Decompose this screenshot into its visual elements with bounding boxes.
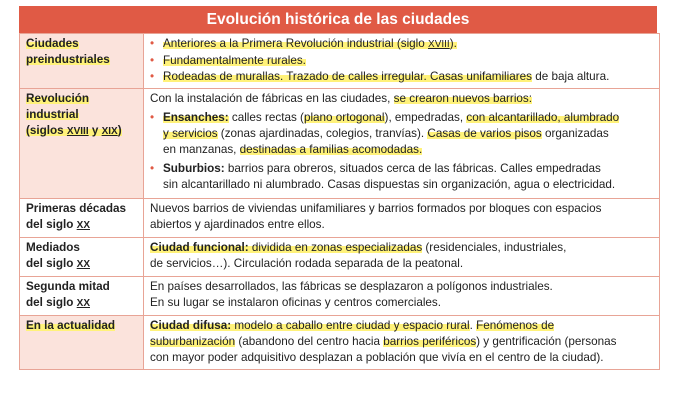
text: en manzanas, (163, 143, 240, 156)
century-numeral: XX (76, 259, 90, 270)
century-numeral: XVIII (66, 126, 89, 137)
text: Fenómenos de (476, 319, 555, 332)
label-line: Revolución (26, 92, 89, 105)
text: plano ortogonal (303, 111, 385, 124)
text: destinadas a familias acomodadas. (239, 143, 423, 156)
label-line: Segunda mitad (26, 280, 110, 293)
row-content-late-xx (144, 277, 660, 316)
row-label-industrial (20, 89, 144, 199)
text: calles rectas ( (228, 111, 304, 124)
text: se crearon nuevos barrios: (393, 92, 533, 105)
text: Con la instalación de fábricas en las ciudades, (150, 92, 394, 105)
text: ) y gentrificación (personas (476, 335, 617, 348)
text: Nuevos barrios de viviendas unifamiliares y barrios formados por bloques con espacios (150, 202, 602, 215)
term: Ciudad difusa: (150, 319, 232, 332)
row-content-industrial (144, 89, 660, 199)
text: ) (117, 124, 122, 137)
term: Ciudad funcional: (150, 241, 249, 254)
text: Casas de varios pisos (427, 127, 542, 140)
label-line: preindustriales (26, 53, 110, 66)
text: modelo a caballo entre ciudad y espacio rural (231, 319, 470, 332)
table-title: Evolución histórica de las ciudades (19, 6, 657, 33)
label-line: En la actualidad (26, 319, 115, 332)
text: Fundamentalmente rurales. (163, 54, 306, 67)
text: (residenciales, industriales, (422, 241, 567, 254)
century-numeral: XX (76, 220, 90, 231)
table-row (20, 89, 660, 199)
text: En su lugar se instalaron oficinas y centros comerciales. (150, 296, 442, 309)
row-label-preindustrial (20, 34, 144, 89)
label-line: industrial (26, 108, 79, 121)
text: barrios para obreros, situados cerca de las fábricas. Calles empedradas (224, 162, 601, 175)
row-content-preindustrial (144, 34, 660, 89)
text: ), empedradas, (384, 111, 467, 124)
table-row (20, 199, 660, 238)
row-label-today (20, 316, 144, 370)
list-item (150, 36, 653, 53)
century-numeral: XVIII (428, 39, 450, 50)
text: (zonas ajardinadas, colegios, tranvías). (217, 127, 428, 140)
table-row (20, 277, 660, 316)
intro-text (150, 91, 653, 107)
row-content-mid-xx (144, 238, 660, 277)
table-row (20, 316, 660, 370)
text: Anteriores a la Primera Revolución industrial (siglo (163, 37, 429, 50)
text: organizadas (541, 127, 609, 140)
row-content-today (144, 316, 660, 370)
text: ). (449, 37, 457, 50)
text: (siglos (26, 124, 67, 137)
history-table (19, 33, 660, 370)
table-row (20, 34, 660, 89)
text: barrios periféricos (383, 335, 477, 348)
text: Rodeadas de murallas. Trazado de calles irregular. Casas unifamiliares (163, 70, 532, 83)
list-item (150, 110, 653, 158)
table-row (20, 238, 660, 277)
row-content-early-xx (144, 199, 660, 238)
label-line: Mediados (26, 241, 80, 254)
text: dividida en zonas especializadas (248, 241, 423, 254)
text: abiertos y ajardinados entre ellos. (150, 218, 325, 231)
label-line: Primeras décadas (26, 202, 127, 215)
list-item (150, 161, 653, 193)
text: (abandono del centro hacia (235, 335, 384, 348)
row-label-mid-xx (20, 238, 144, 277)
text: sin alcantarillado ni alumbrado. Casas dispuestas sin organización, agua o electricidad. (163, 178, 616, 191)
row-label-late-xx (20, 277, 144, 316)
century-numeral: XIX (101, 126, 118, 137)
list-item (150, 69, 653, 85)
text: y servicios (163, 127, 218, 140)
list-item (150, 53, 653, 69)
history-table-container (19, 6, 657, 370)
term: Ensanches: (163, 111, 229, 124)
label-line: del siglo (26, 257, 77, 270)
text: En países desarrollados, las fábricas se desplazaron a polígonos industriales. (150, 280, 553, 293)
text: suburbanización (150, 335, 236, 348)
text: . (469, 319, 477, 332)
label-line: del siglo (26, 296, 77, 309)
text: y (88, 124, 102, 137)
label-line: Ciudades (26, 37, 79, 50)
text: con mayor poder adquisitivo desplazan a población que vivía en el centro de la ciudad). (150, 351, 604, 364)
text: de servicios…). Circulación rodada separada de la peatonal. (150, 257, 464, 270)
text: de baja altura. (532, 70, 610, 83)
label-line: del siglo (26, 218, 77, 231)
term: Suburbios: (163, 162, 225, 175)
text: con alcantarillado, alumbrado (466, 111, 620, 124)
row-label-early-xx (20, 199, 144, 238)
century-numeral: XX (76, 298, 90, 309)
